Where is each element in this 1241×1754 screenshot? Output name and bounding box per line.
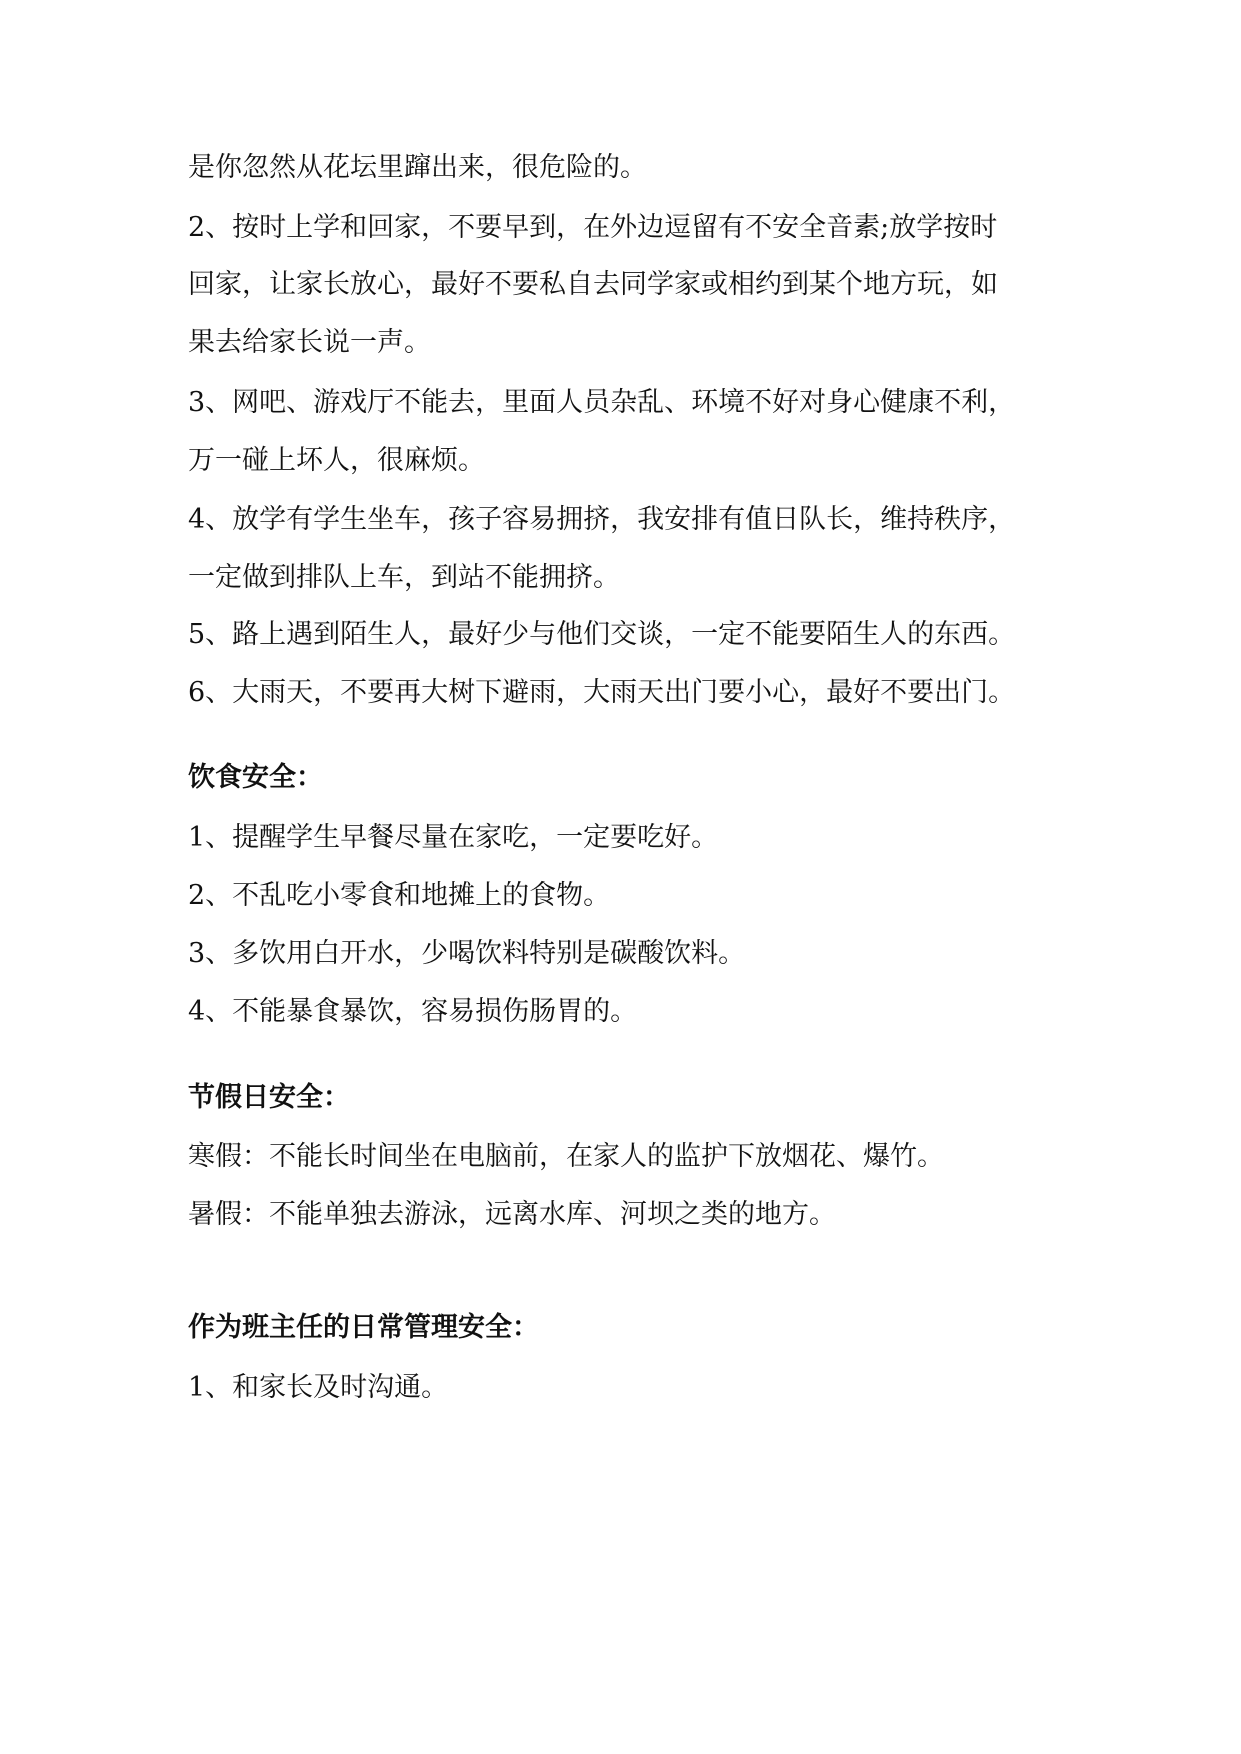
paragraph-line: 果去给家长说一声。 bbox=[188, 327, 431, 358]
list-item: 3、多饮用白开水，少喝饮料特别是碳酸饮料。 bbox=[188, 938, 746, 969]
section-heading-holiday: 节假日安全： bbox=[188, 1082, 350, 1113]
paragraph-line: 6、大雨天，不要再大树下避雨，大雨天出门要小心，最好不要出门。 bbox=[188, 677, 1016, 708]
paragraph-line: 一定做到排队上车，到站不能拥挤。 bbox=[188, 562, 620, 593]
paragraph-line: 是你忽然从花坛里蹿出来，很危险的。 bbox=[188, 152, 647, 183]
section-heading-food: 饮食安全： bbox=[188, 762, 323, 793]
list-item: 寒假：不能长时间坐在电脑前，在家人的监护下放烟花、爆竹。 bbox=[188, 1141, 944, 1172]
list-item: 1、和家长及时沟通。 bbox=[188, 1372, 449, 1403]
paragraph-line: 3、网吧、游戏厅不能去，里面人员杂乱、环境不好对身心健康不利， bbox=[188, 387, 1016, 418]
list-item: 2、不乱吃小零食和地摊上的食物。 bbox=[188, 880, 611, 911]
paragraph-line: 回家，让家长放心，最好不要私自去同学家或相约到某个地方玩，如 bbox=[188, 269, 998, 300]
paragraph-line: 4、放学有学生坐车，孩子容易拥挤，我安排有值日队长，维持秩序， bbox=[188, 504, 1016, 535]
section-heading-teacher: 作为班主任的日常管理安全： bbox=[188, 1312, 539, 1343]
paragraph-line: 2、按时上学和回家，不要早到，在外边逗留有不安全音素;放学按时 bbox=[188, 212, 998, 243]
list-item: 暑假：不能单独去游泳，远离水库、河坝之类的地方。 bbox=[188, 1199, 836, 1230]
paragraph-line: 5、路上遇到陌生人，最好少与他们交谈，一定不能要陌生人的东西。 bbox=[188, 619, 1016, 650]
list-item: 1、提醒学生早餐尽量在家吃，一定要吃好。 bbox=[188, 822, 719, 853]
paragraph-line: 万一碰上坏人，很麻烦。 bbox=[188, 445, 485, 476]
list-item: 4、不能暴食暴饮，容易损伤肠胃的。 bbox=[188, 996, 638, 1027]
